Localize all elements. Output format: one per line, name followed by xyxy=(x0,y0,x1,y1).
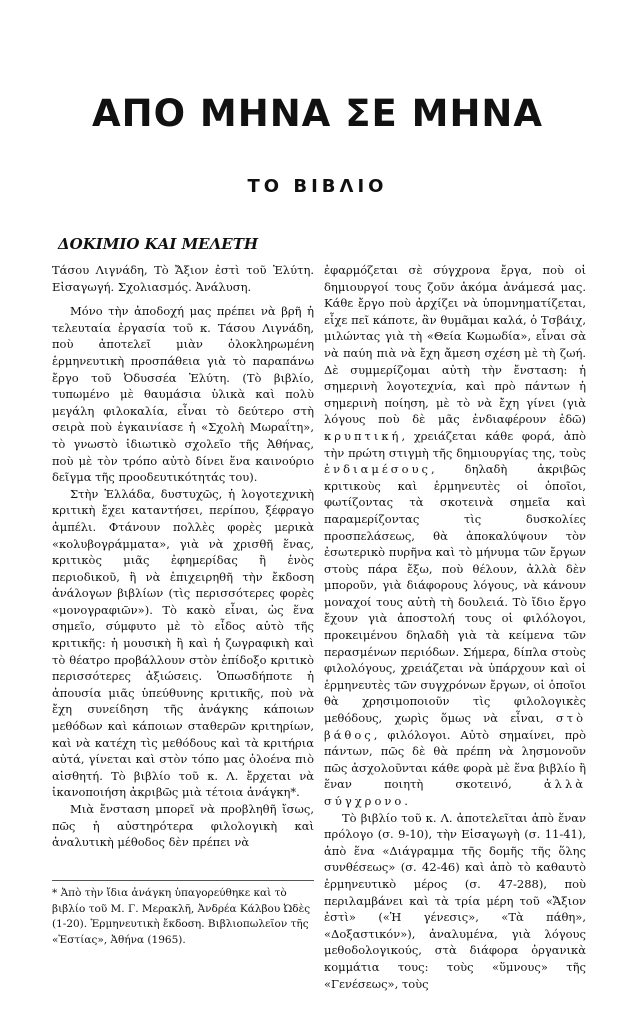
emphasis-spaced: κρυπτική xyxy=(324,428,402,443)
emphasis-spaced: ἀλλὰ σύγχρονο xyxy=(324,777,586,808)
page-title: ΑΠΟ ΜΗΝΑ ΣΕ ΜΗΝΑ xyxy=(91,92,544,135)
emphasis-spaced: ἐνδιαμέσους xyxy=(324,462,431,477)
text-run: , φιλόλογοι. Αὐτὸ σημαίνει, πρὸ πάντων, πῶς δὲ θὰ πρέπη νὰ λησμονοῦν πῶς ἀσχολοῦνται κάθε φορὰ μὲ ἕνα βιβλίο ἢ ἕναν ποιητὴ σκοτεινό, xyxy=(324,727,586,792)
text-run: . xyxy=(404,794,408,808)
right-paragraph-1 xyxy=(324,262,586,810)
right-paragraph-2: Τὸ βιβλίο τοῦ κ. Λ. ἀποτελεῖται ἀπὸ ἕναν πρόλογο (σ. 9-10), τὴν Εἰσαγωγὴ (σ. 11-41), ἀπὸ ἕνα «Διάγραμμα τῆς δομῆς τῆς ὅλης συνθέσεως» (σ. 42-46) καὶ ἀπὸ τὸ καθαυτὸ ἑρμηνευτικὸ μέρος (σ. 47-288), ποὺ περιλαμβάνει καὶ τὰ τρία μέρη τοῦ «Ἄξιον ἐστὶ» («Ἡ γένεσις», «Τὰ πάθη», «Δοξαστικόν»), ἀναλυμένα, γιὰ λόγους μεθοδολογικούς, στὰ διάφορα ὀργανικὰ κομμάτια τους: τοὺς «ὕμνους» τῆς «Γενέσεως», τοὺς xyxy=(324,810,586,991)
left-paragraph-1: Μόνο τὴν ἀποδοχή μας πρέπει νὰ βρῆ ἡ τελευταία ἐργασία τοῦ κ. Τάσου Λιγνάδη, ποὺ ἀποτελεῖ μιὰν ὁλοκληρωμένη ἑρμηνευτικὴ προσπάθεια γιὰ τὸ παραπάνω ἔργο τοῦ Ὀδυσσέα Ἐλύτη. (Τὸ βιβλίο, τυπωμένο μὲ θαυμάσια ὑλικὰ καὶ πολὺ μεγάλη φιλοκαλία, εἶναι τὸ δεύτερο στὴ σειρὰ ποὺ ἐγκαινίασε ἡ «Σχολὴ Μωραΐτη», τὸ γνωστὸ ἰδιωτικὸ σχολεῖο τῆς Ἀθήνας, ποὺ μὲ τὸν τρόπο αὐτὸ δίνει ἕνα καινούριο δεῖγμα τῆς προοδευτικότητάς του). xyxy=(52,304,314,485)
text-run: , δηλαδὴ ἀκριβῶς κριτικοὺς καὶ ἑρμηνευτὲς οἱ ὁποῖοι, φωτίζοντας τὰ σκοτεινὰ σημεῖα καὶ παραμερίζοντας τὶς δυσκολίες προσπελάσεως, θὰ ἀποκαλύψουν τὸν ἐσωτερικὸ πυρῆνα καὶ τὸ μήνυμα τῶν ἔργων στοὺς πάρα ἔξω, ποὺ θέλουν, ἀλλὰ δὲν μποροῦν, γιὰ διάφορους λόγους, νὰ κάνουν μοναχοί τους αὐτὴ τὴ δουλειά. Τὸ ἴδιο ἔργο ἔχουν γιὰ ἀποστολή τους οἱ φιλόλογοι, προκειμένου δηλαδὴ γιὰ τὰ κείμενα τῶν περασμένων περιόδων. Σήμερα, δίπλα στοὺς φιλολόγους, χρειάζεται νὰ ὑπάρχουν καὶ οἱ ἑρμηνευτὲς τῶν συγχρόνων ἔργων, οἱ ὁποῖοι θὰ χρησιμοποιοῦν τὶς φιλολογικὲς μεθόδους, χωρὶς ὅμως νὰ εἶναι, xyxy=(324,462,586,726)
footnote: * Ἀπὸ τὴν ἴδια ἀνάγκη ὑπαγορεύθηκε καὶ τὸ βιβλίο τοῦ Μ. Γ. Μερακλῆ, Ἀνδρέα Κάλβου Ὠδὲς (1-20). Ἑρμηνευτικὴ ἔκδοση. Βιβλιοπωλεῖον τῆς «Ἑστίας», Ἀθήνα (1965). xyxy=(52,887,311,946)
text-run: ἐφαρμόζεται σὲ σύγχρονα ἔργα, ποὺ οἱ δημιουργοί τους ζοῦν ἀκόμα ἀνάμεσά μας. Κάθε ἔργο ποὺ ἀρχίζει νὰ ὑπομνηματίζεται, εἶχε πεῖ κάποτε, ἂν θυμᾶμαι καλά, ὁ Τσβάιχ, μιλώντας γιὰ τὴ «Θεία Κωμωδία», εἶναι σὰ νὰ παύη πιὰ νὰ ἔχη ἄμεση σχέση μὲ τὴ ζωή. Δὲ συμμερίζομαι αὐτὴ τὴν ἔνσταση: ἡ σημερινὴ λογοτεχνία, καὶ πρὸ πάντων ἡ σημερινὴ ποίηση, μὲ τὸ νὰ ἔχη γίνει (γιὰ λόγους ποὺ δὲ μᾶς ἐνδιαφέρουν ἐδῶ) xyxy=(324,263,586,427)
section-heading: ΔΟΚΙΜΙΟ ΚΑΙ ΜΕΛΕΤΗ xyxy=(58,235,259,253)
right-column xyxy=(324,262,586,992)
footnote-divider xyxy=(52,880,314,881)
left-paragraph-3: Μιὰ ἔνσταση μπορεῖ νὰ προβληθῆ ἴσως, πῶς ἡ αὐστηρότερα φιλολογικὴ καὶ ἀναλυτικὴ μέθοδος δὲν πρέπει νὰ xyxy=(52,802,314,850)
emphasis-spaced: στὸ βάθος xyxy=(324,711,586,742)
book-reference: Τάσου Λιγνάδη, Τὸ Ἄξιον ἐστὶ τοῦ Ἐλύτη. Εἰσαγωγή. Σχολιασμός. Ἀνάλυση. xyxy=(52,263,314,294)
page-subtitle: ΤΟ ΒΙΒΛΙΟ xyxy=(247,176,388,197)
left-paragraph-2: Στὴν Ἑλλάδα, δυστυχῶς, ἡ λογοτεχνικὴ κριτικὴ ἔχει καταντήσει, περίπου, ξέφραγο ἀμπέλι. Φτάνουν πολλὲς φορὲς μερικὰ «κολυβογράμματα», γιὰ νὰ χρισθῆ ἕνας, κριτικὸς μιᾶς ἐφημερίδας ἢ ἑνὸς περιοδικοῦ, ἢ νὰ ἐπιχειρηθῆ τὴν ἔκδοση ἀνάλογων βιβλίων (τὶς περισσότερες φορὲς «μονογραφιῶν»). Τὸ κακὸ εἶναι, ὡς ἕνα σημεῖο, σύμφυτο μὲ τὸ εἶδος αὐτὸ τῆς κριτικῆς: ἡ μουσικὴ ἢ καὶ ἡ ζωγραφικὴ καὶ τὸ θέατρο προβάλλουν στὸν ἐπίδοξο κριτικὸ περισσότερες ἀξιώσεις. Ὁπωσδήποτε ἡ ἀπουσία μιᾶς ὑπεύθυνης κριτικῆς, ποὺ νὰ ἔχη συνείδηση τῆς ἀνάγκης κάποιων μεθόδων καὶ κάποιων σταθερῶν κριτηρίων, καὶ νὰ κατέχη τὶς μεθόδους καὶ τὰ κριτήρια αὐτά, γίνεται καὶ στὸν τόπο μας ὁλοένα πιὸ αἰσθητή. Τὸ βιβλίο τοῦ κ. Λ. ἔρχεται νὰ ἱκανοποιήση ἀκριβῶς μιὰ τέτοια ἀνάγκη*. xyxy=(52,486,314,800)
left-column xyxy=(52,262,314,851)
text-run: , χρειάζεται κάθε φορά, ἀπὸ τὴν πρώτη στιγμὴ τῆς δημιουργίας της, τοὺς xyxy=(324,428,586,460)
